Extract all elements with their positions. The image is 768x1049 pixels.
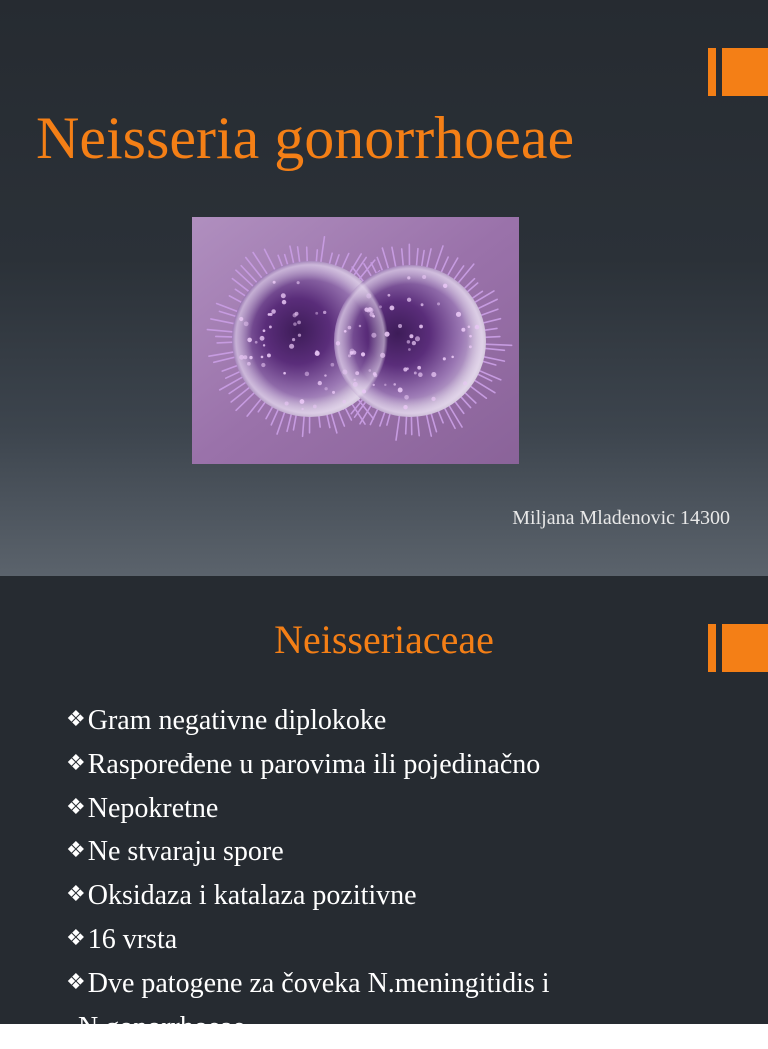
- diamond-bullet-icon: ❖: [66, 706, 86, 731]
- bullet-item: ❖Nepokretne: [66, 788, 748, 832]
- bullet-item: ❖Gram negativne diplokoke: [66, 700, 748, 744]
- bullet-item: ❖Oksidaza i katalaza pozitivne: [66, 875, 748, 919]
- bullet-item: ❖Raspoređene u parovima ili pojedinačno: [66, 744, 748, 788]
- slide-title-text: Neisseria gonorrhoeae: [36, 100, 574, 176]
- diamond-bullet-icon: ❖: [66, 925, 86, 950]
- diamond-bullet-icon: ❖: [66, 837, 86, 862]
- diamond-bullet-icon: ❖: [66, 794, 86, 819]
- bullet-item-continuation: N.gonorrhoeae: [66, 1007, 748, 1049]
- diamond-bullet-icon: ❖: [66, 750, 86, 775]
- bullet-item: ❖Dve patogene za čoveka N.meningitidis i: [66, 963, 748, 1007]
- accent-bars: [708, 48, 768, 96]
- slide-heading: Neisseriaceae: [0, 614, 768, 666]
- bullet-item: ❖16 vrsta: [66, 919, 748, 963]
- bullet-list: [66, 700, 748, 1049]
- bullet-item: ❖Ne stvaraju spore: [66, 831, 748, 875]
- author-line: Miljana Mladenovic 14300: [512, 504, 730, 532]
- diamond-bullet-icon: ❖: [66, 881, 86, 906]
- accent-bar-thick: [722, 48, 768, 96]
- neisseria-image: [192, 217, 519, 464]
- diamond-bullet-icon: ❖: [66, 969, 86, 994]
- accent-bar-thin: [708, 48, 716, 96]
